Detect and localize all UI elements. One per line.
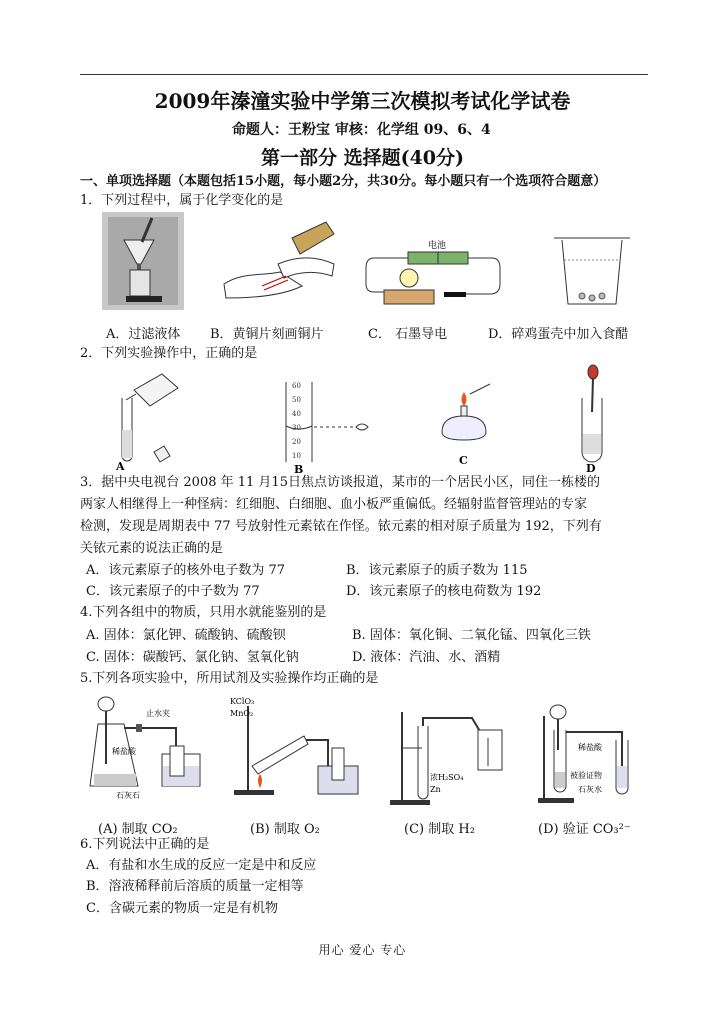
q5d-label-acid: 稀盐酸 — [578, 743, 602, 752]
q3-option-d: D．该元素原子的核电荷数为 192 — [346, 584, 542, 599]
q5-figure-c-h2 — [388, 708, 518, 810]
q3-option-a: A．该元素原子的核外电子数为 77 — [86, 563, 286, 578]
q1-figure-filtration — [102, 212, 184, 310]
q5-stem: 5.下列各项实验中，所用试剂及实验操作均正确的是 — [80, 671, 379, 686]
q5a-label-clamp: 止水夹 — [146, 709, 170, 718]
q5b-label-mno2: MnO₂ — [230, 709, 254, 718]
q5-figure-b-o2 — [228, 696, 368, 810]
q2-label-a: A — [116, 460, 125, 472]
q4-option-a: A. 固体：氯化钾、硫酸钠、硫酸钡 — [86, 628, 286, 643]
q5-caption-b: (B) 制取 O₂ — [250, 822, 320, 837]
q2-label-b: B — [294, 463, 304, 474]
q6-option-c: C．含碳元素的物质一定是有机物 — [86, 901, 278, 916]
q3-line-2: 两家人相继得上一种怪病：红细胞、白细胞、血小板严重偏低。经辐射监督管理站的专家 — [80, 497, 588, 512]
q6-stem: 6.下列说法中正确的是 — [80, 837, 210, 852]
q5c-label-acid: 浓H₂SO₄ — [430, 773, 464, 782]
q5-caption-d: (D) 验证 CO₃²⁻ — [538, 822, 631, 837]
q5a-label-limestone: 石灰石 — [116, 791, 140, 800]
q2-figure-c-lamp — [434, 378, 494, 476]
q6-option-a: A．有盐和水生成的反应一定是中和反应 — [86, 858, 317, 873]
q2-label-d: D — [586, 462, 596, 475]
exam-title: 2009年溱潼实验中学第三次模拟考试化学试卷 — [154, 89, 571, 113]
q6-option-b: B．溶液稀释前后溶质的质量一定相等 — [86, 879, 304, 894]
q4-option-c: C. 固体：碳酸钙、氯化钠、氢氧化钠 — [86, 650, 299, 665]
tick-60: 60 — [292, 382, 301, 390]
section-heading: 一、单项选择题（本题包括15小题，每小题2分，共30分。每小题只有一个选项符合题意） — [80, 174, 607, 189]
q2-stem: 2．下列实验操作中，正确的是 — [80, 346, 258, 361]
q5b-label-kclo3: KClO₃ — [230, 697, 255, 706]
author-line: 命题人：王粉宝 审核：化学组 09、6、4 — [232, 122, 491, 138]
q5-caption-c: (C) 制取 H₂ — [404, 822, 475, 837]
q5c-label-zn: Zn — [430, 785, 441, 794]
tick-30: 30 — [292, 424, 301, 432]
q5-figure-d-carbonate — [538, 700, 648, 810]
q1-option-d: D．碎鸡蛋壳中加入食醋 — [488, 327, 629, 342]
q2-figure-b-cylinder — [278, 378, 374, 474]
q4-option-d: D. 液体：汽油、水、酒精 — [352, 650, 501, 665]
q5-caption-a: (A) 制取 CO₂ — [98, 822, 178, 837]
tick-20: 20 — [292, 438, 301, 446]
part-title: 第一部分 选择题(40分) — [260, 147, 465, 169]
q3-line-1: 3．据中央电视台 2008 年 11 月15日焦点访谈报道，某市的一个居民小区，同住一栋楼的 — [80, 475, 600, 490]
top-rule — [80, 74, 648, 75]
q5a-label-acid: 稀盐酸 — [112, 747, 136, 756]
q5d-label-sample: 被验证物 — [570, 771, 602, 780]
q4-option-b: B. 固体：氧化铜、二氧化锰、四氧化三铁 — [352, 628, 591, 643]
q3-option-b: B．该元素原子的质子数为 115 — [346, 563, 528, 578]
q1-figure-graphite-circuit — [364, 238, 504, 310]
q5-figure-a-co2 — [86, 694, 214, 812]
q2-figure-d-dropper — [572, 364, 612, 476]
q5d-label-limewater: 石灰水 — [578, 785, 602, 794]
q2-label-c: C — [459, 454, 468, 467]
q3-line-3: 检测，发现是周期表中 77 号放射性元素铱在作怪。铱元素的相对原子质量为 192，下列有 — [80, 519, 602, 534]
q4-stem: 4.下列各组中的物质，只用水就能鉴别的是 — [80, 605, 327, 620]
q2-figure-a-pouring — [108, 370, 190, 472]
q1-stem: 1．下列过程中，属于化学变化的是 — [80, 193, 284, 208]
page-footer: 用心 爱心 专心 — [318, 943, 407, 957]
tick-40: 40 — [292, 410, 301, 418]
q1-figure-eggshell-vinegar — [552, 234, 632, 310]
tick-50: 50 — [292, 396, 301, 404]
q1-option-c: C． 石墨导电 — [368, 327, 448, 342]
battery-label: 电池 — [428, 241, 447, 251]
tick-10: 10 — [292, 452, 301, 460]
q1-option-a: A．过滤液体 — [106, 327, 181, 342]
q1-figure-brass-scratch — [222, 214, 340, 304]
q1-option-b: B．黄铜片刻画铜片 — [210, 327, 324, 342]
q3-option-c: C．该元素原子的中子数为 77 — [86, 584, 260, 599]
q3-line-4: 关铱元素的说法正确的是 — [80, 541, 224, 556]
